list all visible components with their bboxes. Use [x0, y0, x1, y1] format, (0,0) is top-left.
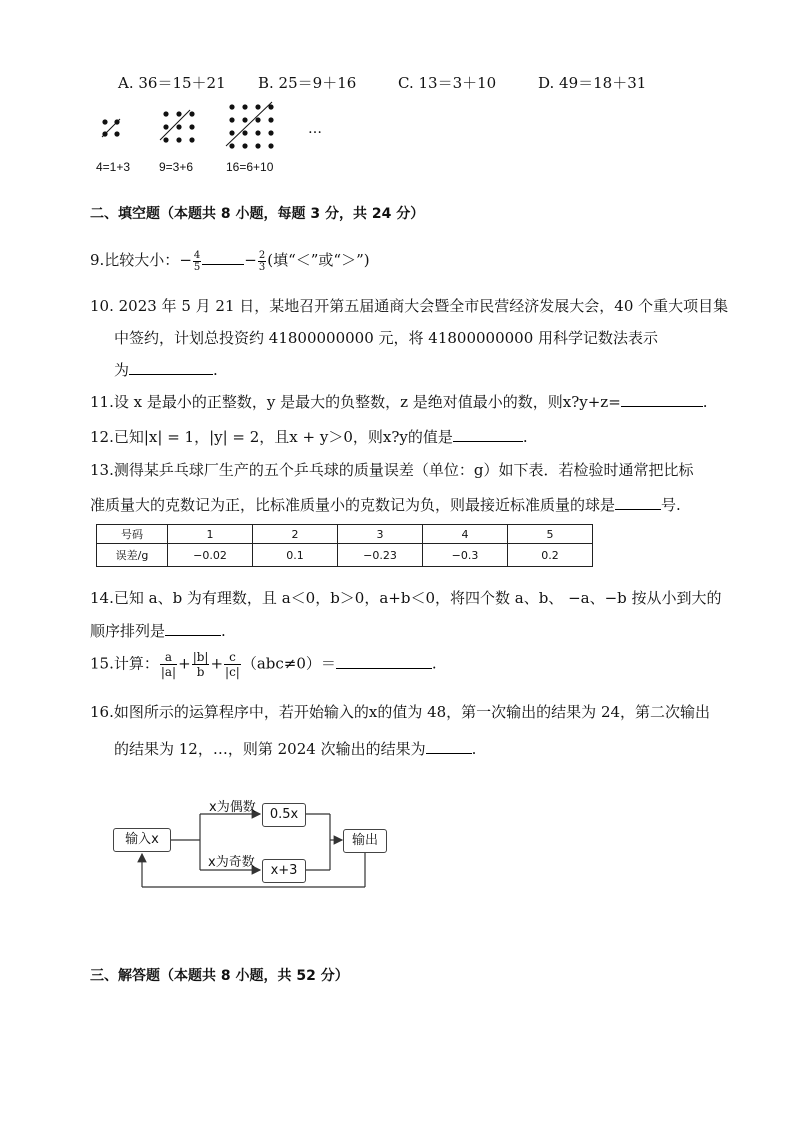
table-cell: −0.02	[168, 544, 253, 567]
question-14-line-1: 14.已知 a、b 为有理数，且 a＜0，b＞0，a+b＜0，将四个数 a、b、 −a、−b 按从小到大的	[90, 589, 722, 607]
q12-text: 12.已知|x| = 1，|y| = 2，且x + y＞0，则x?y的值是	[90, 428, 453, 446]
q11-text: 11.设 x 是最小的正整数，y 是最大的负整数，z 是绝对值最小的数，则x?y+z=	[90, 393, 621, 411]
q15-prefix: 15.计算：	[90, 654, 159, 673]
q13-answer-blank[interactable]	[615, 493, 661, 510]
table-cell: 0.2	[508, 544, 593, 567]
table-cell: 误差/g	[97, 544, 168, 567]
dot-caption-3: 16=6+10	[226, 160, 274, 174]
dot-pattern-figures	[96, 100, 326, 152]
q9-f2-num: 2	[258, 249, 266, 261]
q9-suffix: (填“＜”或“＞”)	[267, 251, 370, 269]
table-cell: −0.23	[338, 544, 423, 567]
q16-answer-blank[interactable]	[426, 737, 472, 754]
q11-end: .	[702, 393, 708, 411]
q9-f1-den: 5	[193, 261, 201, 273]
q9-prefix: 9.比较大小：	[90, 251, 180, 269]
question-13-line-1: 13.测得某乒乓球厂生产的五个乒乓球的质量误差（单位：g）如下表．若检验时通常把比标	[90, 461, 694, 479]
q9-sign-2: −	[244, 251, 257, 269]
q9-answer-blank[interactable]	[202, 248, 244, 265]
q15-f3-num: c	[224, 650, 241, 665]
question-16-line-1: 16.如图所示的运算程序中，若开始输入的x的值为 48，第一次输出的结果为 24，第二次输出	[90, 703, 711, 721]
error-table	[96, 524, 593, 567]
flow-odd-op-box: x+3	[262, 859, 306, 883]
option-b: B. 25＝9＋16	[258, 74, 357, 92]
q13-text: 准质量大的克数记为正，比标准质量小的克数记为负，则最接近标准质量的球是	[90, 496, 616, 514]
table-cell: 号码	[97, 525, 168, 544]
q15-fraction-3	[224, 650, 241, 679]
q15-fraction-1	[160, 650, 177, 679]
q15-f2-den: b	[196, 665, 205, 679]
q9-f2-den: 3	[258, 261, 266, 273]
table-cell: 0.1	[253, 544, 338, 567]
q9-fraction-2	[258, 250, 266, 273]
question-9	[90, 248, 370, 273]
q15-fraction-2	[192, 650, 210, 679]
q14-end: .	[221, 622, 226, 640]
section-2-heading: 二、填空题（本题共 8 小题，每题 3 分，共 24 分）	[90, 206, 425, 222]
table-cell: −0.3	[423, 544, 508, 567]
q10-prefix: 为	[114, 361, 130, 379]
q14-answer-blank[interactable]	[165, 619, 221, 636]
option-d: D. 49＝18＋31	[538, 74, 647, 92]
table-cell: 4	[423, 525, 508, 544]
q15-f1-den: |a|	[160, 665, 177, 679]
q12-answer-blank[interactable]	[453, 425, 523, 442]
dot-caption-2: 9=3+6	[159, 160, 194, 174]
flow-output-box: 输出	[343, 829, 387, 853]
q15-plus-1: +	[178, 654, 191, 673]
q15-f1-num: a	[160, 650, 177, 665]
question-11	[90, 390, 708, 412]
option-a: A. 36＝15＋21	[118, 74, 226, 92]
q14-text: 顺序排列是	[90, 622, 166, 640]
q15-f3-den: |c|	[225, 665, 240, 679]
q11-answer-blank[interactable]	[621, 390, 703, 407]
q9-fraction-1	[193, 250, 201, 273]
q16-text: 的结果为 12，…，则第 2024 次输出的结果为	[114, 740, 426, 758]
q15-end: .	[431, 654, 437, 673]
table-cell: 5	[508, 525, 593, 544]
flow-input-box: 输入x	[113, 828, 171, 852]
table-header-row	[97, 525, 593, 544]
q10-answer-blank[interactable]	[129, 358, 213, 375]
option-c: C. 13＝3＋10	[398, 74, 497, 92]
dot-caption-1: 4=1+3	[96, 160, 131, 174]
q12-end: .	[522, 428, 528, 446]
question-10-line-2: 中签约，计划总投资约 41800000000 元，将 41800000000 用科学记数法表示	[114, 329, 659, 347]
flow-odd-label: x为奇数	[208, 855, 255, 870]
q15-answer-blank[interactable]	[336, 652, 432, 669]
flow-even-label: x为偶数	[209, 800, 256, 815]
section-3-heading: 三、解答题（本题共 8 小题，共 52 分）	[90, 968, 349, 984]
table-row	[97, 544, 593, 567]
table-cell: 2	[253, 525, 338, 544]
q16-end: .	[471, 740, 477, 758]
q9-sign-1: −	[179, 251, 192, 269]
q15-f2-num: |b|	[192, 650, 209, 664]
question-13-line-2	[90, 493, 681, 515]
question-10-line-1: 10. 2023 年 5 月 21 日，某地召开第五届通商大会暨全市民营经济发展大会，40 个重大项目集	[90, 297, 729, 315]
q15-plus-2: +	[210, 654, 224, 673]
question-10-line-3: 为 .	[114, 358, 218, 380]
question-16-line-2	[114, 737, 476, 759]
q13-end: 号.	[661, 496, 681, 514]
dot-ellipsis: …	[308, 121, 322, 137]
flow-even-op-box: 0.5x	[262, 803, 306, 827]
table-cell: 3	[338, 525, 423, 544]
question-14-line-2	[90, 619, 226, 641]
table-cell: 1	[168, 525, 253, 544]
q15-condition: （abc≠0）＝	[241, 654, 336, 673]
q9-f1-num: 4	[193, 249, 201, 261]
question-15	[90, 650, 437, 679]
question-12	[90, 425, 528, 447]
